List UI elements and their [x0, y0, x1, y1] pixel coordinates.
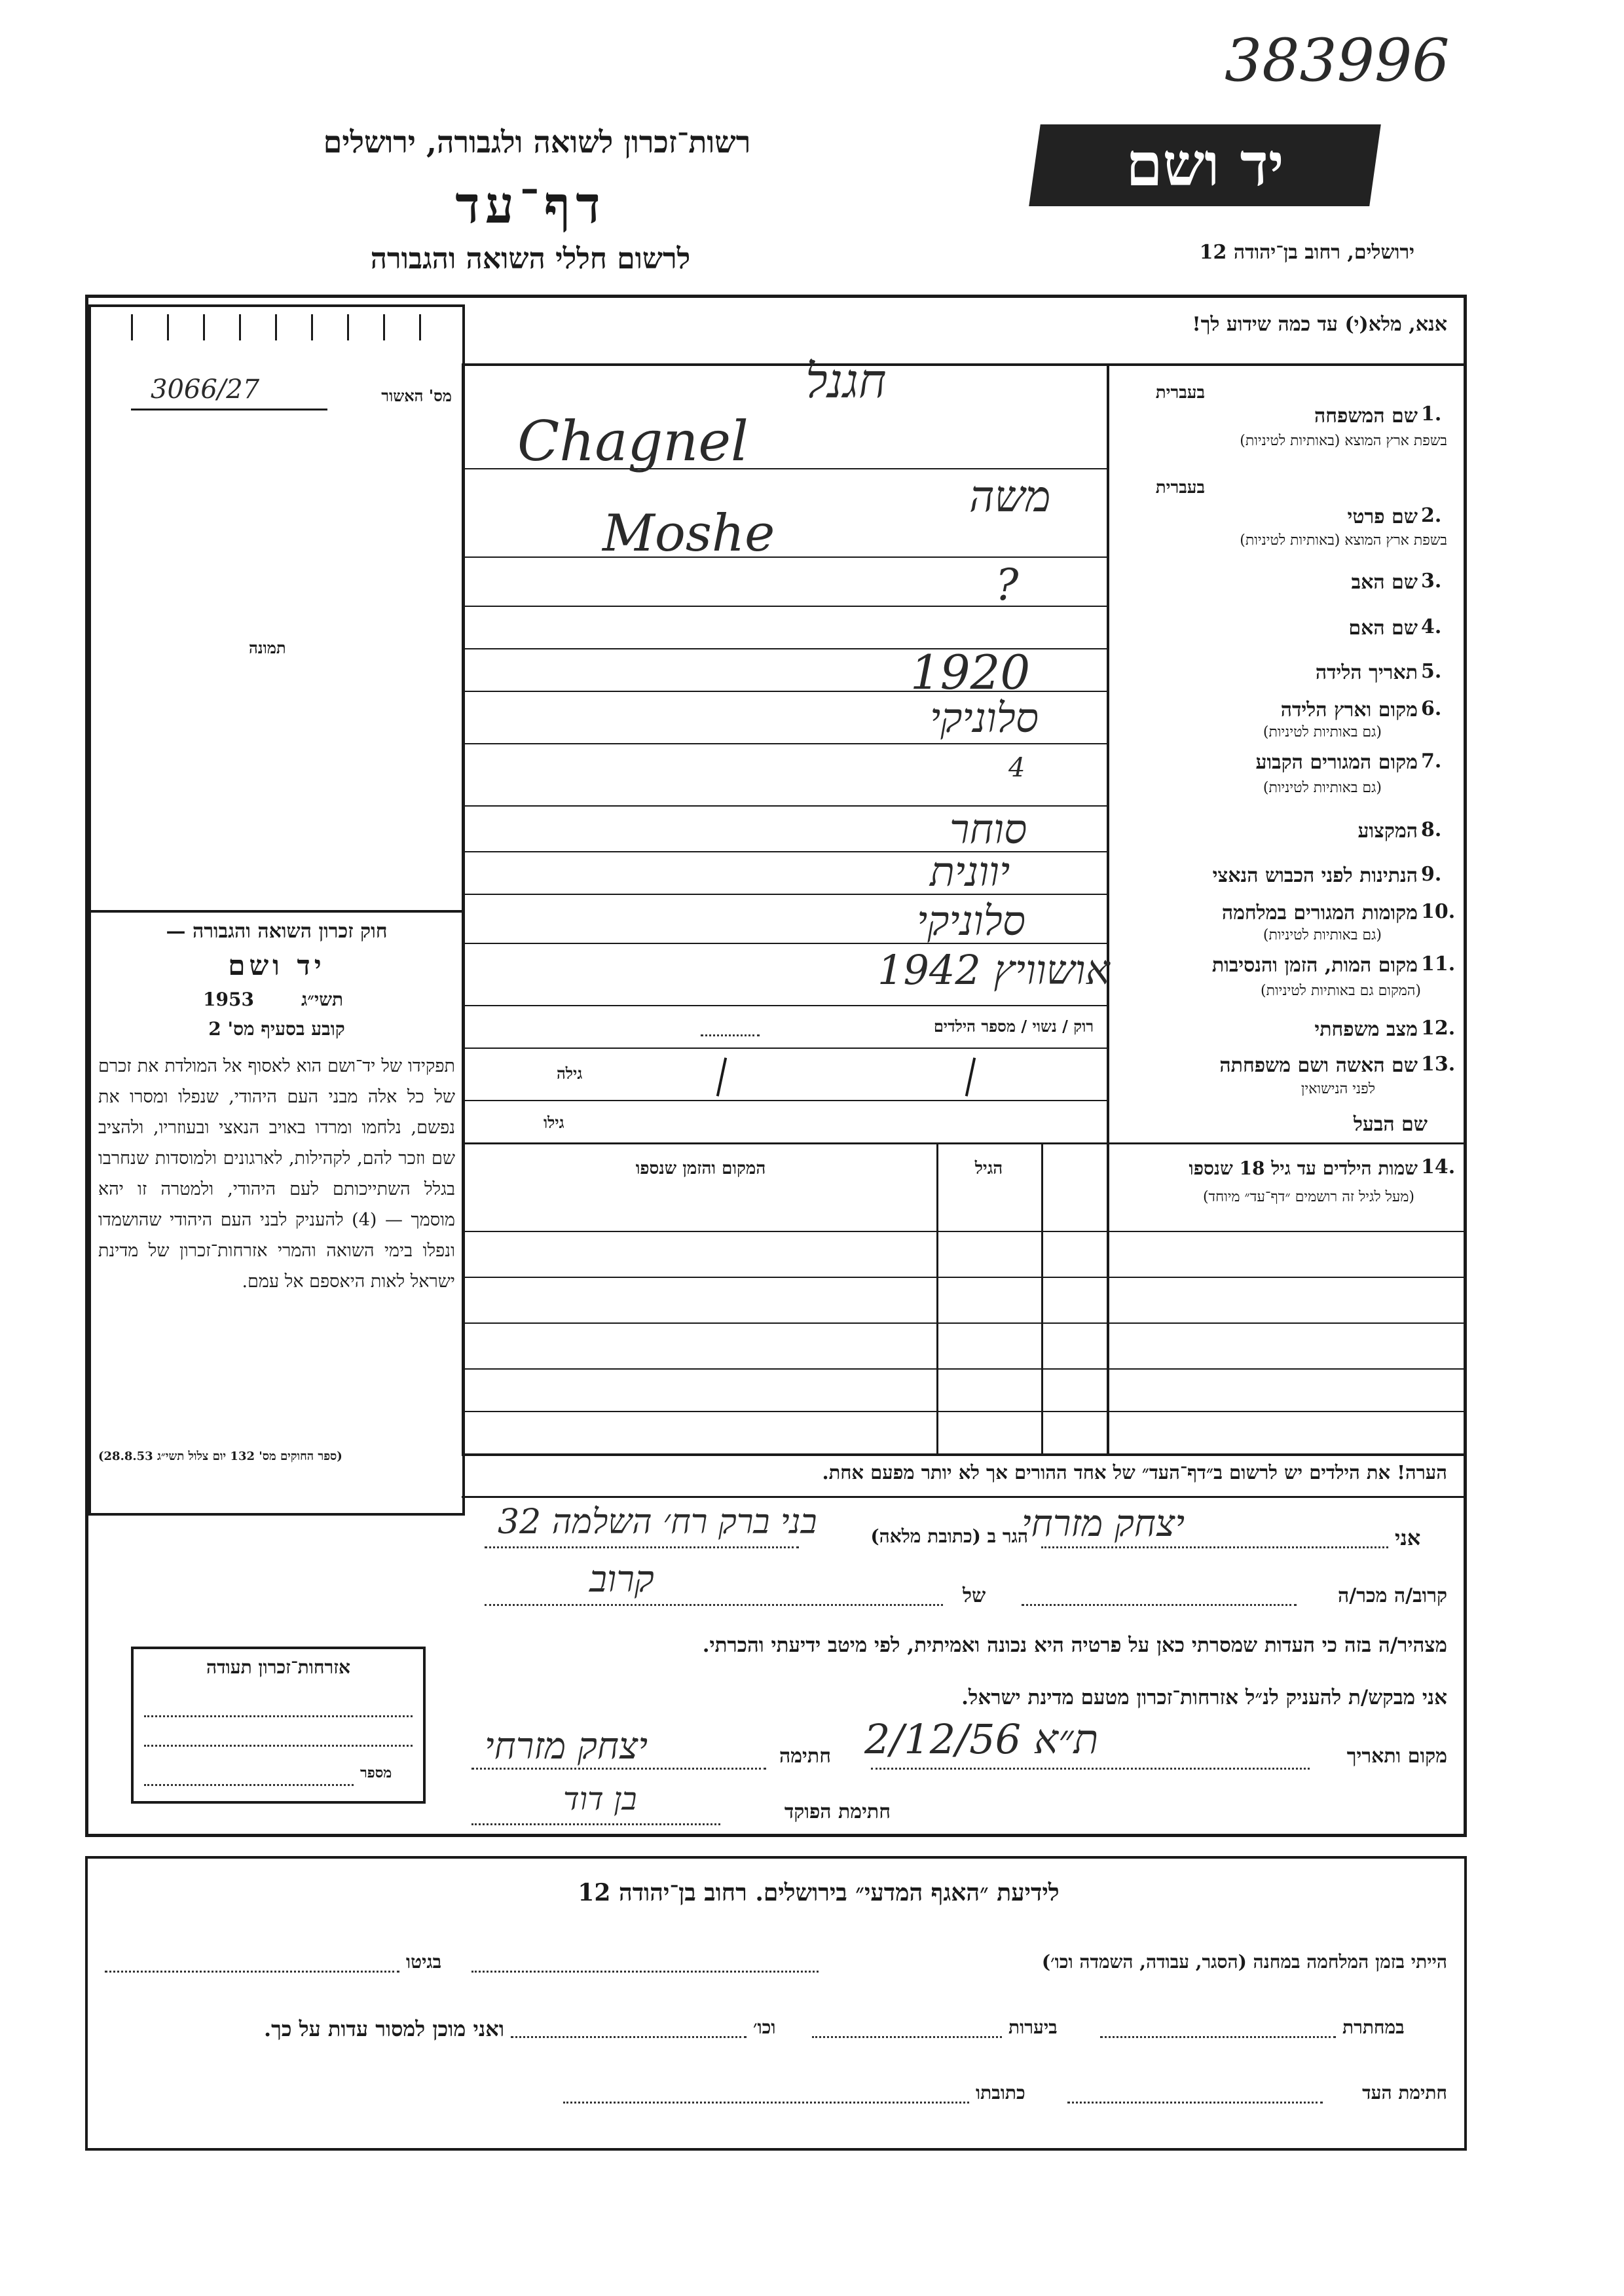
field-7-num: 7. [1421, 750, 1442, 773]
field-1-lang-label: בעברית [1155, 383, 1205, 403]
field-2-value-lat[interactable]: Moshe [602, 504, 775, 563]
field-3-value[interactable]: ? [995, 560, 1019, 610]
footer-title: לידיעת ״האגף המדעי״ בירושלים. רחוב בן־יהודה 12 [578, 1879, 1060, 1906]
footer-line2-c: וכו׳ [753, 2016, 776, 2038]
field-2-value-he[interactable]: משה [969, 471, 1051, 522]
field-13-sub: לפני הנישואין [1301, 1081, 1375, 1097]
approval-value: 3066/27 [151, 374, 260, 405]
law-year: 1953 [203, 989, 254, 1010]
declaration-place-date-label: מקום ותאריך [1346, 1745, 1447, 1768]
approval-ticks [131, 314, 445, 344]
field-12-label: מצב משפחתי [1314, 1018, 1418, 1041]
field-10-value[interactable]: סלוניקי [917, 897, 1025, 945]
footer-line3-b: כתובתו [976, 2082, 1025, 2104]
footer-line2-a: במחתרת [1342, 2016, 1405, 2038]
header-address: ירושלים, רחוב בן־יהודה 12 [1199, 241, 1414, 264]
declaration-officer-value[interactable]: בן דוד [563, 1781, 637, 1817]
field-8-num: 8. [1421, 818, 1442, 841]
field-9-label: הנתינות לפני הכבוש הנאצי [1212, 864, 1418, 887]
field-6-value[interactable]: סלוניקי [930, 694, 1039, 742]
field-1-num: 1. [1421, 403, 1442, 426]
footer-line2-b: ביערות [1008, 2016, 1058, 2038]
intro-text: אנא, מלא(י) עד כמה שידוע לך! [1192, 313, 1447, 336]
field-9-value[interactable]: יוונית [930, 848, 1010, 896]
footer-line1-b: בגיטו [406, 1951, 442, 1973]
declaration-signature-label: חתימה [779, 1745, 831, 1768]
law-name: יד ושם [228, 949, 325, 981]
law-year-hebrew: תשי״ג [301, 989, 344, 1010]
field-9-num: 9. [1421, 863, 1442, 886]
law-note: (ספר החוקים מס' 132 יום צלול תשי״ג 28.8.53) [98, 1449, 342, 1463]
law-title: חוק זכרון השואה והגבורה — [166, 920, 388, 943]
declaration-signature-value[interactable]: יצחק מזרחי [485, 1725, 648, 1768]
husband-label: שם הבעל [1353, 1113, 1428, 1136]
field-10-label: מקומות המגורים במלחמה [1221, 902, 1418, 924]
law-text: תפקידו של יד־ושם הוא לאסוף אל המולדת את זכרם של כל אלה מבני העם היהודי, שנפלו ומסרו את נפשם, נלחמו ומרדו באויב הנאצי ובעוזריו, ולהציב שם וזכר להם, לקהילות, לארגונים ולמוסדות שנחרבו בגלל השתייכותם לעם היהודי, ולמטרה זו יהא מוסמך — (4) להעניק לבני העם היהודי שהושמדו ונפלו בימי השואה והמרי אזרחות־זכרון של מדינת ישראל לאות היאספם אל עמם. [98, 1056, 455, 1292]
declaration-i-label: אני [1395, 1525, 1421, 1550]
declaration-i-value[interactable]: יצחק מזרחי [1022, 1503, 1185, 1545]
field-1-sub: בשפת ארץ המוצא (באותיות לטיניות) [1240, 433, 1447, 449]
law-clause: קובע בסעיף מס' 2 [208, 1018, 345, 1040]
declaration-relative-label: קרוב/ה מכר/ה [1338, 1584, 1447, 1607]
archive-number: 383996 [1225, 26, 1450, 95]
children-header-names: שמות הילדים עד גיל 18 שנספו [1189, 1157, 1418, 1179]
field-4-num: 4. [1421, 615, 1442, 638]
field-11-value[interactable]: אושוויץ 1942 [877, 946, 1110, 994]
citizenship-box-title: אזרחות־זכרון תעודה [206, 1656, 351, 1678]
field-7-value[interactable]: 4 [1008, 753, 1025, 783]
footer-line3-a: חתימת העד [1362, 2082, 1447, 2104]
field-4-label: שם האם [1348, 617, 1418, 640]
field-12-options: רוק / נשוי / מספר הילדים [933, 1017, 1094, 1036]
note-text: הערה! את הילדים יש לרשום ב״דף־העד״ של אחד ההורים אך לא יותר מפעם אחת. [822, 1461, 1447, 1484]
field-11-num: 11. [1421, 953, 1456, 975]
field-3-label: שם האב [1351, 571, 1418, 594]
institution-name: רשות־זכרון לשואה ולגבורה, ירושלים [323, 124, 751, 160]
declaration-resides-label: הגר ב (כתובת מלאה) [870, 1525, 1028, 1547]
field-14-num: 14. [1421, 1156, 1456, 1178]
form-title: דף־עד [455, 175, 606, 235]
field-2-sub: בשפת ארץ המוצא (באותיות לטיניות) [1240, 532, 1447, 549]
field-8-label: המקצוע [1357, 820, 1418, 843]
field-13-label: שם האשה ושם משפחתה [1219, 1054, 1418, 1077]
declaration-relation-value[interactable]: קרוב [589, 1558, 654, 1601]
field-7-sub: (גם באותיות לטיניות) [1263, 780, 1382, 796]
children-header-place: המקום והזמן שנספו [635, 1159, 766, 1178]
field-6-label: מקום וארץ הלידה [1280, 699, 1418, 721]
footer-line1-a: הייתי בזמן המלחמה במחנה (הסגר, עבודה, השמדה וכו׳) [1041, 1951, 1447, 1973]
approval-label: מס' האשור [381, 386, 452, 405]
field-10-num: 10. [1421, 900, 1456, 923]
declaration-address-value[interactable]: בני ברק רח׳ השלמה 32 [498, 1503, 817, 1542]
field-11-label: מקום המות, הזמן והנסיבות [1211, 954, 1418, 977]
field-6-num: 6. [1421, 697, 1442, 720]
declaration-statement: מצהיר/ה בזה כי העדות שמסרתי כאן על פרטיה היא נכונה ואמיתית, לפי מיטב ידיעתי והכרתי. [702, 1633, 1447, 1657]
field-13-num: 13. [1421, 1053, 1456, 1076]
children-header-age: הגיל [974, 1159, 1003, 1178]
children-header-names-sub: (מעל לגיל זה רושמים ״דף־עד״ מיוחד) [1202, 1189, 1414, 1205]
declaration-request: אני מבקש/ת להעניק לנ״ל אזרחות־זכרון מטעם מדינת ישראל. [961, 1686, 1447, 1709]
field-2-lang-label: בעברית [1155, 478, 1205, 498]
declaration-of-label: של [963, 1584, 986, 1607]
field-5-label: תאריך הלידה [1315, 661, 1418, 684]
declaration-place-date-value[interactable]: ת״א 2/12/56 [864, 1715, 1099, 1763]
photo-label: תמונה [249, 638, 286, 657]
logo-text: יד ושם [1126, 130, 1284, 200]
field-1-value-lat[interactable]: Chagnel [517, 409, 748, 473]
field-2-num: 2. [1421, 504, 1442, 527]
field-8-value[interactable]: סוחר [950, 805, 1027, 853]
field-7-label: מקום המגורים הקבוע [1255, 751, 1418, 774]
field-5-num: 5. [1421, 660, 1442, 683]
yad-vashem-logo [1029, 124, 1381, 206]
field-10-sub: (גם באותיות לטיניות) [1263, 927, 1382, 943]
field-3-num: 3. [1421, 570, 1442, 592]
field-12-num: 12. [1421, 1017, 1456, 1040]
husband-age-label: גילו [544, 1113, 564, 1132]
field-6-sub: (גם באותיות לטיניות) [1263, 724, 1382, 740]
field-2-label: שם פרטי [1347, 505, 1418, 528]
field-13-age-label: גילה [557, 1064, 583, 1083]
field-1-value-he[interactable]: חגנל [805, 354, 887, 409]
footer-line2-d: ואני מוכן למסור עדות על כך. [263, 2016, 504, 2041]
declaration-officer-label: חתימת הפוקד [784, 1800, 891, 1823]
citizenship-number-label: מספר [360, 1764, 392, 1781]
field-11-sub: (המקום גם באותיות לטיניות) [1261, 983, 1421, 999]
field-5-value[interactable]: 1920 [910, 645, 1031, 700]
field-1-label: שם המשפחה [1314, 405, 1418, 428]
form-subtitle: לרשום חללי השואה והגבורה [370, 242, 691, 276]
